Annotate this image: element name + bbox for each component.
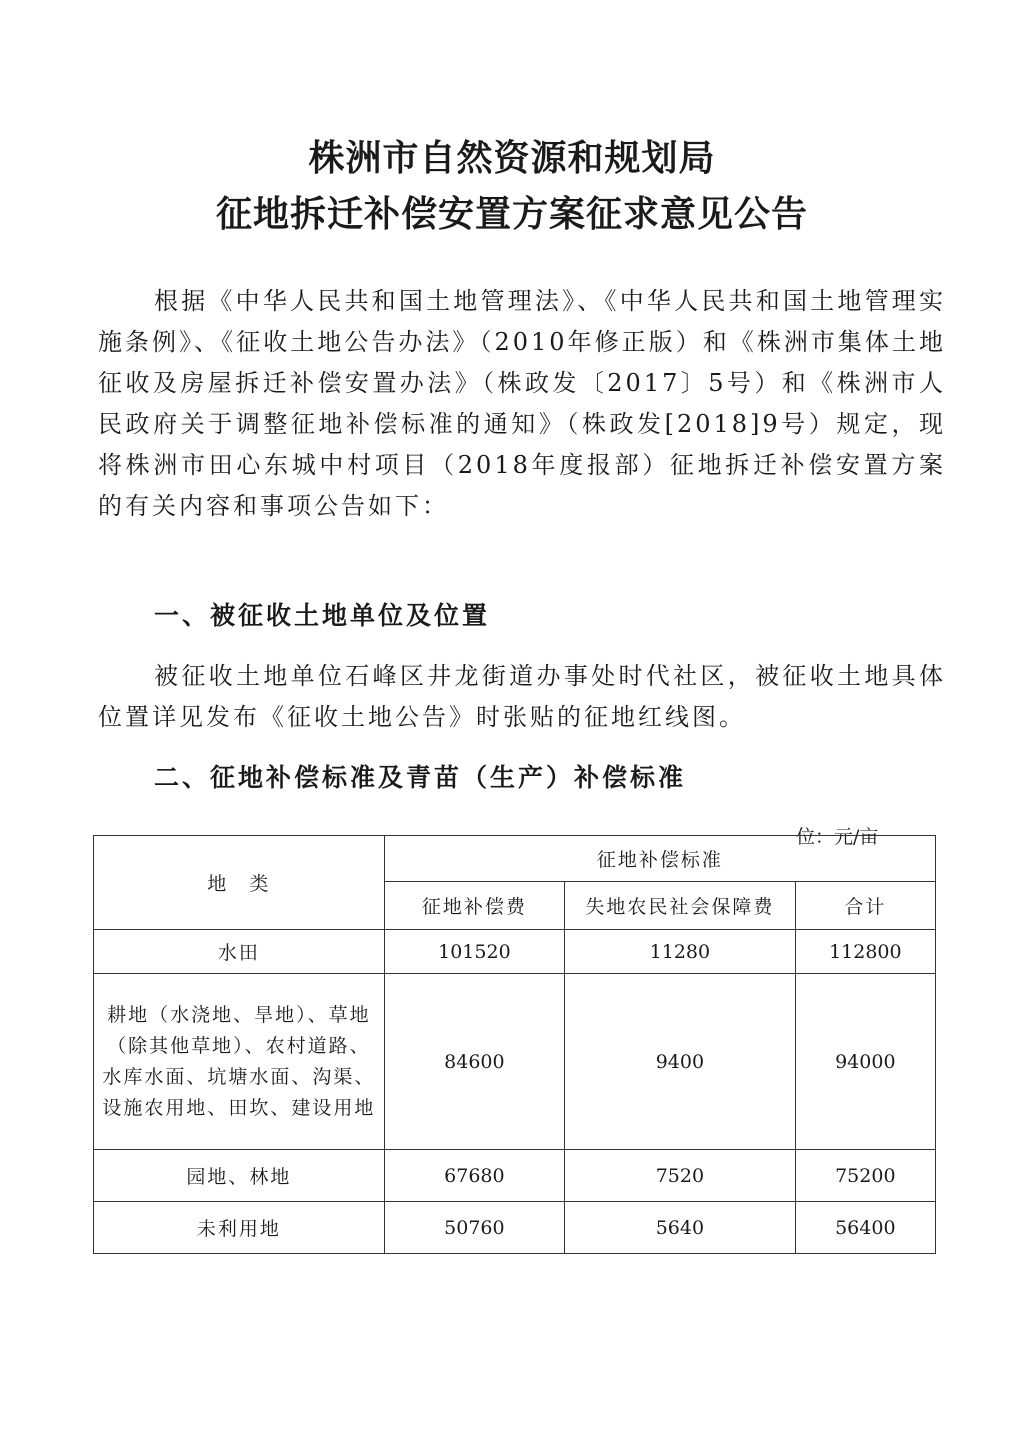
header-landtype: 地 类 (94, 836, 385, 930)
compensation-table (93, 835, 936, 1254)
table-row (94, 1150, 936, 1202)
row-total: 56400 (795, 1202, 935, 1254)
unit-label: 位：元/亩 (796, 826, 879, 848)
section1-heading: 一、被征收土地单位及位置 (154, 601, 491, 630)
table-row (94, 974, 936, 1150)
row-landtype: 未利用地 (94, 1202, 385, 1254)
header-total: 合计 (795, 882, 935, 930)
row-security: 9400 (565, 974, 796, 1150)
row-fee: 50760 (384, 1202, 564, 1254)
section1-text: 被征收土地单位石峰区井龙街道办事处时代社区，被征收土地具体位置详见发布《征收土地公告》时张贴的征地红线图。 (98, 662, 946, 731)
row-fee: 67680 (384, 1150, 564, 1202)
row-fee: 84600 (384, 974, 564, 1150)
row-total: 112800 (795, 930, 935, 974)
row-total: 94000 (795, 974, 935, 1150)
document-title-line2: 征地拆迁补偿安置方案征求意见公告 (215, 194, 808, 235)
row-landtype: 园地、林地 (94, 1150, 385, 1202)
row-security: 11280 (565, 930, 796, 974)
section2-heading: 二、征地补偿标准及青苗（生产）补偿标准 (154, 763, 687, 792)
document-title-line1: 株洲市自然资源和规划局 (308, 138, 716, 179)
row-landtype: 耕地（水浇地、旱地）、草地（除其他草地）、农村道路、水库水面、坑塘水面、沟渠、设施农用地、田坎、建设用地 (94, 974, 385, 1150)
row-security: 5640 (565, 1202, 796, 1254)
row-landtype: 水田 (94, 930, 385, 974)
row-security: 7520 (565, 1150, 796, 1202)
row-total: 75200 (795, 1150, 935, 1202)
header-security: 失地农民社会保障费 (565, 882, 796, 930)
intro-paragraph: 根据《中华人民共和国土地管理法》、《中华人民共和国土地管理实施条例》、《征收土地公告办法》（2010年修正版）和《株洲市集体土地征收及房屋拆迁补偿安置办法》（株政发〔2017〕5号）和《株洲市人民政府关于调整征地补偿标准的通知》（株政发[2018]9号）规定，现将株洲市田心东城中村项目（2018年度报部）征地拆迁补偿安置方案的有关内容和事项公告如下： (98, 287, 946, 520)
header-group: 征地补偿标准 (384, 836, 935, 882)
table-header-row (94, 836, 936, 882)
header-fee: 征地补偿费 (384, 882, 564, 930)
table-row (94, 930, 936, 974)
row-fee: 101520 (384, 930, 564, 974)
table-row (94, 1202, 936, 1254)
